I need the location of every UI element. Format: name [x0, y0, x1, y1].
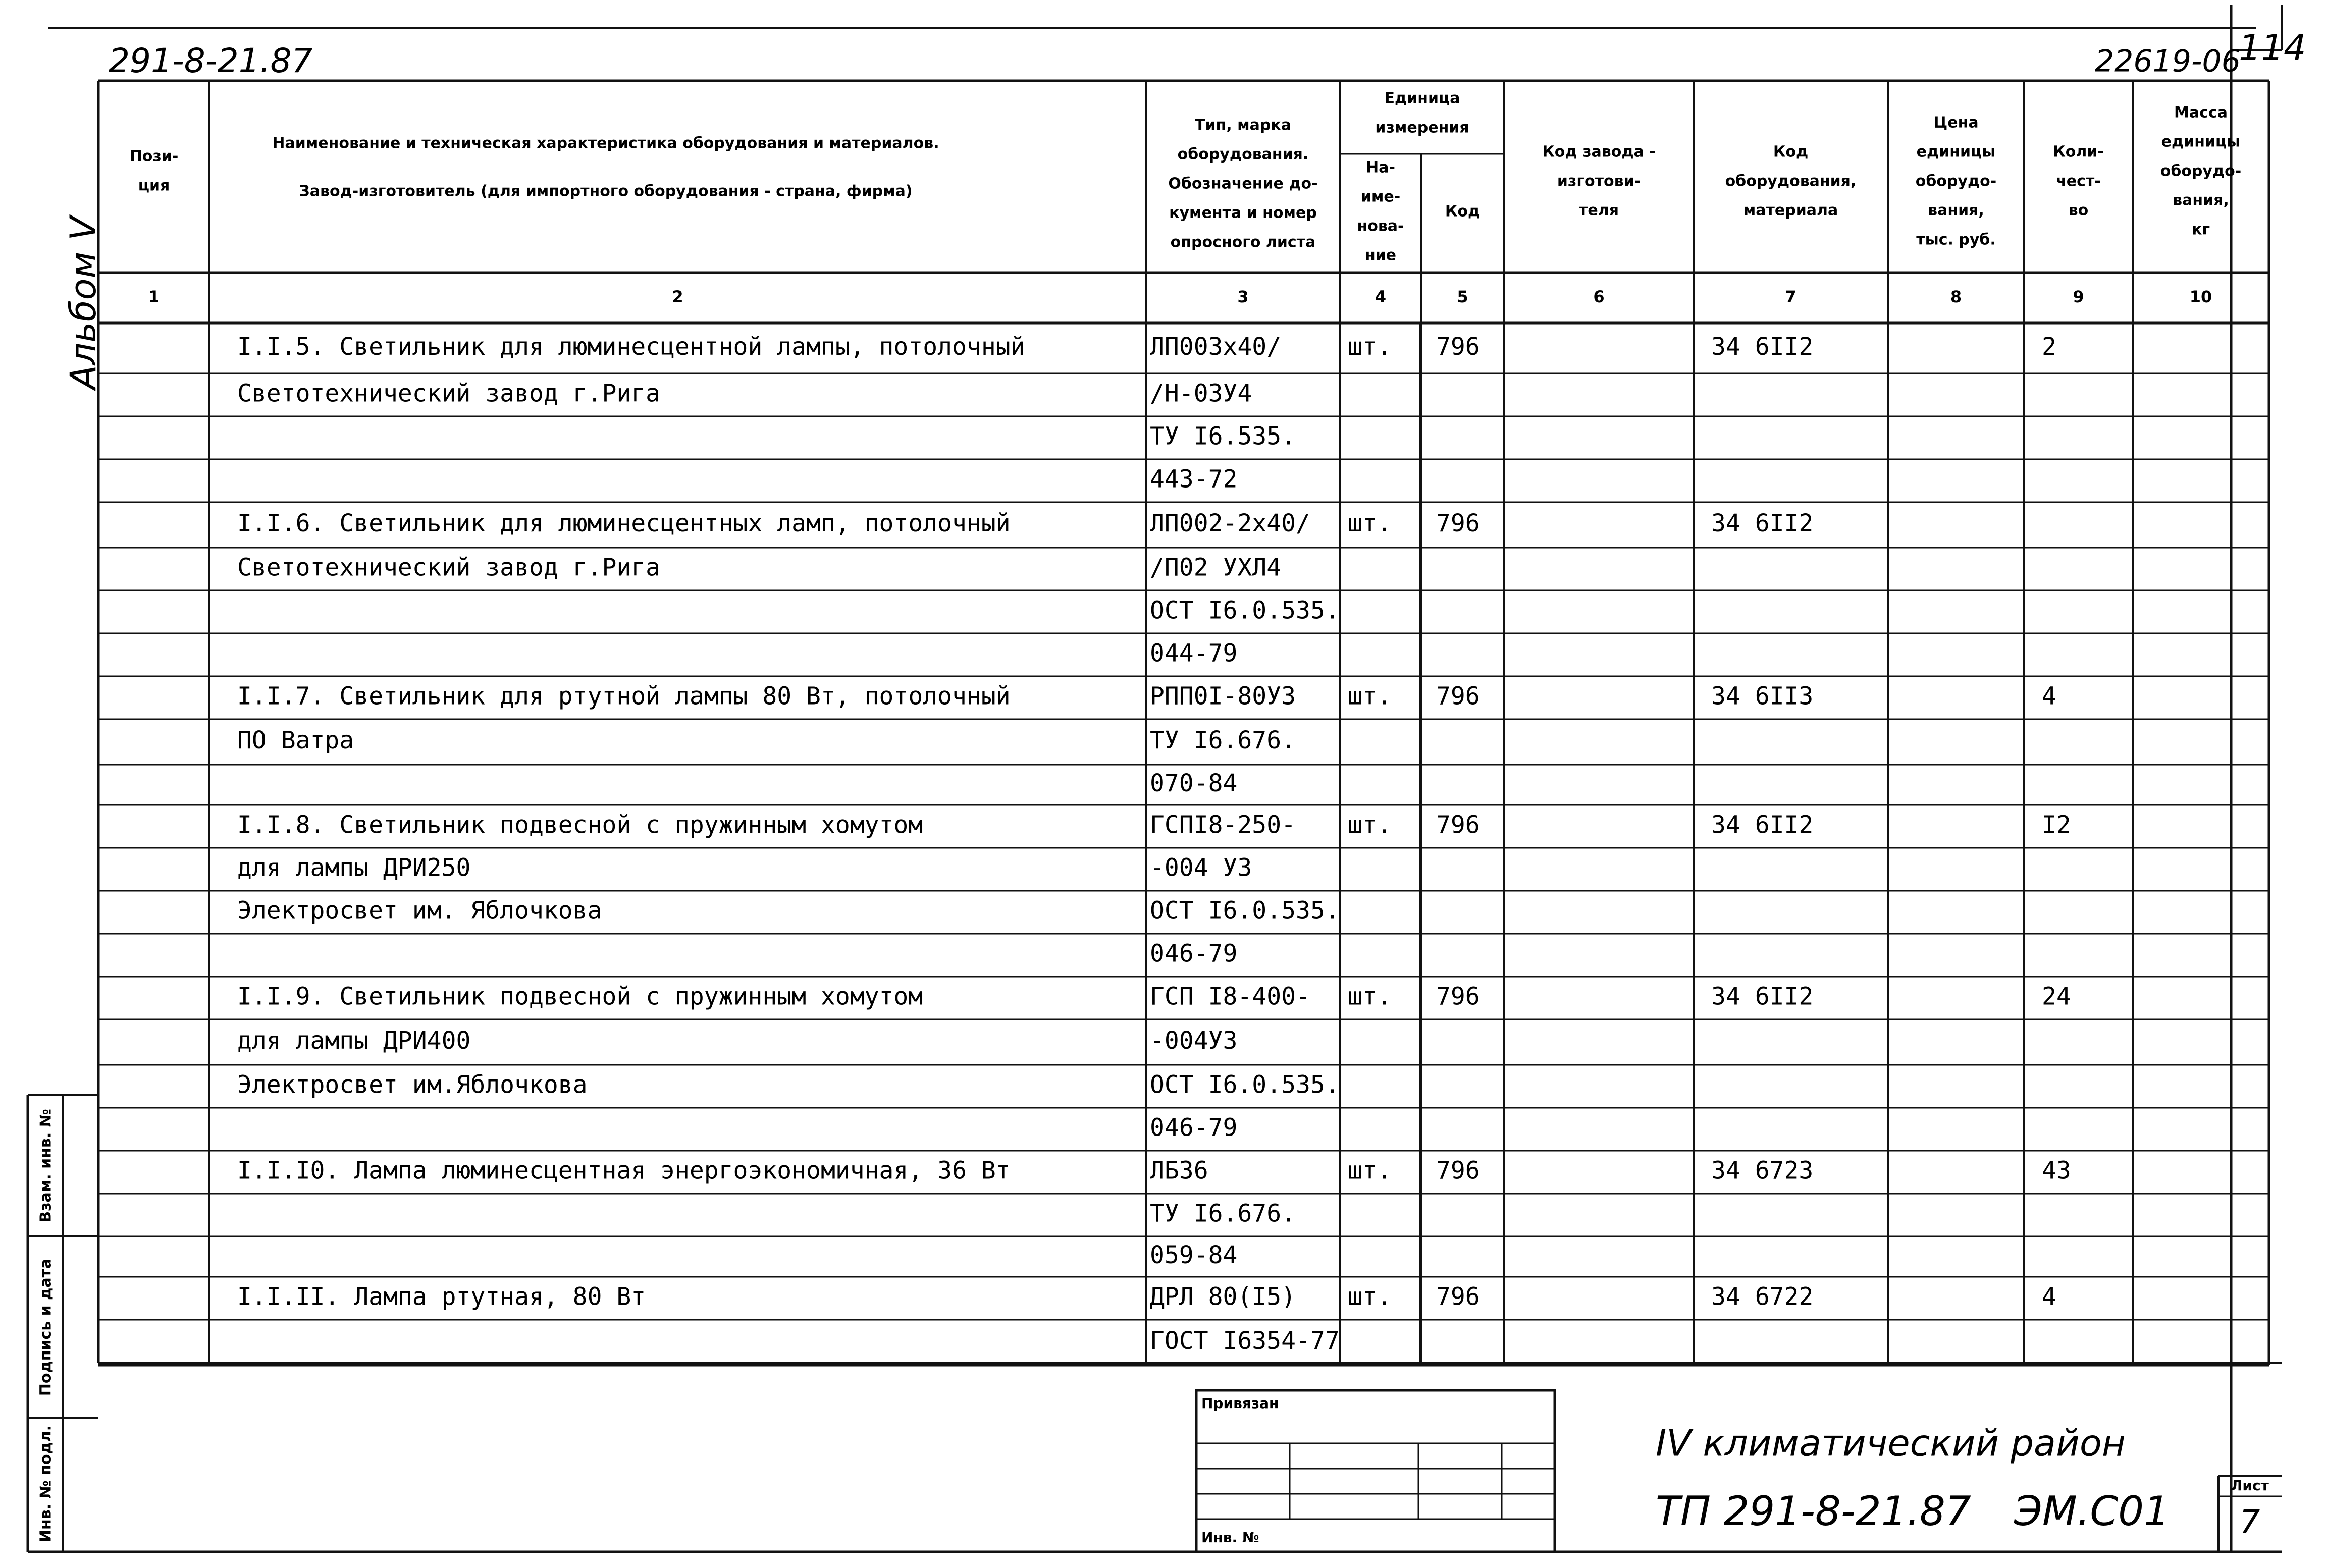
column-number: 8	[1950, 287, 1962, 306]
table-row	[1150, 639, 1237, 668]
cell-unit-code: 796	[1436, 810, 1480, 839]
cell-name: Электросвет им. Яблочкова	[237, 896, 602, 925]
cell-type: -004 У3	[1150, 853, 1252, 882]
cell-material-code: 34 6II2	[1711, 333, 1814, 361]
header-material-code: оборудования,	[1725, 172, 1857, 190]
column-number: 5	[1457, 287, 1468, 306]
side-stamp-podpis: Подпись и дата	[37, 1258, 55, 1396]
header-mass: вания,	[2173, 191, 2229, 209]
cell-quantity: 43	[2042, 1156, 2071, 1185]
cell-type: 046-79	[1150, 939, 1238, 968]
table-row	[1150, 940, 1237, 968]
header-quantity: во	[2068, 201, 2089, 220]
cell-name: I.I.7. Светильник для ртутной лампы 80 Вт, потолочный	[237, 682, 1011, 711]
cell-unit: шт.	[1348, 810, 1392, 839]
header-factory-code: изготови-	[1557, 172, 1641, 190]
column-number: 1	[148, 287, 160, 306]
cell-quantity: 4	[2042, 682, 2056, 711]
cell-unit-code: 796	[1436, 1156, 1480, 1185]
table-row	[1150, 597, 1340, 625]
sheet-code: ЭМ.С01	[2014, 1487, 2170, 1535]
cell-name: ПО Ватра	[237, 726, 354, 754]
cell-type: /Н-03У4	[1150, 379, 1252, 408]
column-number: 4	[1375, 287, 1387, 306]
cell-type: ЛП003х40/	[1150, 333, 1282, 361]
header-quantity: чест-	[2056, 172, 2101, 190]
cell-material-code: 34 6722	[1711, 1282, 1814, 1311]
cell-type: ГОСТ I6354-77	[1150, 1327, 1340, 1355]
cell-type: 046-79	[1150, 1113, 1238, 1142]
list-number: 7	[2239, 1503, 2260, 1541]
table-row	[237, 983, 2071, 1011]
cell-name: Светотехнический завод г.Рига	[237, 553, 661, 582]
list-label: Лист	[2231, 1477, 2269, 1494]
cell-type: ТУ I6.535.	[1150, 422, 1296, 451]
cell-unit-code: 796	[1436, 1282, 1480, 1311]
cell-material-code: 34 6II2	[1711, 509, 1814, 537]
table-row	[1150, 465, 1237, 494]
header-price: оборудо-	[1915, 172, 1997, 190]
archive-number-handwritten: 22619-06	[2095, 43, 2241, 79]
cell-type: ЛП002-2х40/	[1150, 509, 1310, 537]
cell-unit-code: 796	[1436, 982, 1480, 1011]
cell-unit: шт.	[1348, 509, 1392, 537]
cell-quantity: I2	[2042, 810, 2071, 839]
cell-type: ДРЛ 80(I5)	[1150, 1282, 1296, 1311]
column-number: 6	[1593, 287, 1605, 306]
column-number: 9	[2073, 287, 2084, 306]
table-row	[237, 1071, 1340, 1099]
column-number: 7	[1785, 287, 1796, 306]
table-row	[1150, 1114, 1237, 1142]
cell-quantity: 24	[2042, 982, 2071, 1011]
table-row	[1150, 769, 1237, 797]
table-row	[237, 811, 2071, 839]
header-mass: единицы	[2161, 133, 2241, 151]
cell-name: I.I.6. Светильник для люминесцентных ламп, потолочный	[237, 509, 1011, 537]
side-stamp-inv-podl: Инв. № подл.	[37, 1425, 55, 1543]
cell-unit: шт.	[1348, 333, 1392, 361]
header-quantity: Коли-	[2053, 143, 2104, 161]
cell-type: 443-72	[1150, 465, 1238, 494]
header-price: Цена	[1933, 114, 1979, 132]
header-unit-group: измерения	[1375, 119, 1469, 137]
cell-unit: шт.	[1348, 1282, 1392, 1311]
cell-unit-code: 796	[1436, 333, 1480, 361]
cell-material-code: 34 6II2	[1711, 982, 1814, 1011]
cell-type: ГСП I8-400-	[1150, 982, 1310, 1011]
header-unit-name: ние	[1364, 246, 1397, 264]
cell-type: РПП0I-80У3	[1150, 682, 1296, 711]
column-number: 2	[672, 287, 683, 306]
header-price: вания,	[1928, 201, 1984, 220]
climate-region: IV климатический район	[1656, 1422, 2126, 1465]
privyazan-label: Привязан	[1201, 1395, 1279, 1412]
cell-name: Электросвет им.Яблочкова	[237, 1070, 588, 1099]
table-row	[237, 380, 1252, 408]
cell-name: I.I.8. Светильник подвесной с пружинным хомутом	[237, 810, 923, 839]
cell-unit: шт.	[1348, 982, 1392, 1011]
cell-name: I.I.5. Светильник для люминесцентной лампы, потолочный	[237, 333, 1025, 361]
cell-name: для лампы ДРИ400	[237, 1026, 471, 1055]
header-factory-code: Код завода -	[1542, 143, 1656, 161]
cell-quantity: 4	[2042, 1282, 2056, 1311]
header-price: единицы	[1916, 143, 1996, 161]
header-price: тыс. руб.	[1916, 231, 1996, 249]
table-row	[1150, 422, 1296, 451]
header-unit-name: име-	[1360, 188, 1401, 206]
column-number: 10	[2189, 287, 2212, 306]
cell-type: ТУ I6.676.	[1150, 726, 1296, 754]
cell-type: ОСТ I6.0.535.	[1150, 896, 1340, 925]
cell-type: ОСТ I6.0.535.	[1150, 1070, 1340, 1099]
header-unit-group: Единица	[1384, 89, 1460, 107]
side-stamp-vzam: Взам. инв. №	[37, 1109, 55, 1223]
cell-type: /П02 УХЛ4	[1150, 553, 1282, 582]
header-unit-name: нова-	[1357, 217, 1404, 235]
table-row	[1150, 1241, 1237, 1269]
cell-type: 070-84	[1150, 769, 1238, 797]
cell-material-code: 34 6723	[1711, 1156, 1814, 1185]
cell-type: ЛБ36	[1150, 1156, 1208, 1185]
cell-type: 059-84	[1150, 1241, 1238, 1269]
cell-unit: шт.	[1348, 682, 1392, 711]
table-row	[237, 726, 1296, 754]
header-unit-code: Код	[1445, 202, 1481, 221]
cell-type: ГСПI8-250-	[1150, 810, 1296, 839]
drawing-code-handwritten: 291-8-21.87	[109, 41, 313, 81]
header-name-line2: Завод-изготовитель (для импортного оборудования - страна, фирма)	[299, 182, 913, 200]
table-header	[130, 90, 2242, 307]
cell-quantity: 2	[2042, 333, 2056, 361]
cell-type: ТУ I6.676.	[1150, 1199, 1296, 1228]
table-row	[1150, 1200, 1296, 1228]
header-name-line1: Наименование и техническая характеристика оборудования и материалов.	[272, 134, 939, 152]
cell-name: I.I.9. Светильник подвесной с пружинным хомутом	[237, 982, 923, 1011]
cell-unit-code: 796	[1436, 682, 1480, 711]
column-number: 3	[1237, 287, 1249, 306]
cell-unit-code: 796	[1436, 509, 1480, 537]
cell-type: ОСТ I6.0.535.	[1150, 596, 1340, 625]
cell-name: I.I.II. Лампа ртутная, 80 Вт	[237, 1282, 646, 1311]
header-type: оборудования.	[1177, 145, 1309, 164]
cell-material-code: 34 6II3	[1711, 682, 1814, 711]
header-material-code: материала	[1743, 201, 1838, 220]
header-type: кумента и номер	[1169, 204, 1317, 222]
header-type: Обозначение до-	[1168, 175, 1318, 193]
table-row	[1150, 1327, 1340, 1355]
table-row	[237, 854, 1252, 882]
table-row	[237, 1157, 2071, 1185]
header-type: опросного листа	[1170, 233, 1316, 251]
header-position: ция	[138, 177, 170, 195]
header-mass: оборудо-	[2160, 162, 2242, 180]
header-mass: кг	[2191, 221, 2210, 239]
header-material-code: Код	[1773, 143, 1809, 161]
cell-type: 044-79	[1150, 639, 1238, 668]
document-code: ТП 291-8-21.87	[1656, 1487, 1971, 1535]
table-row	[237, 1026, 1237, 1055]
cell-name: Светотехнический завод г.Рига	[237, 379, 661, 408]
cell-material-code: 34 6II2	[1711, 810, 1814, 839]
table-row	[237, 897, 1340, 925]
cell-name: I.I.I0. Лампа люминесцентная энергоэкономичная, 36 Вт	[237, 1156, 1011, 1185]
table-row	[237, 509, 1813, 537]
table-body	[237, 333, 2071, 1355]
cell-type: -004У3	[1150, 1026, 1238, 1055]
header-type: Тип, марка	[1195, 116, 1291, 134]
header-position: Пози-	[129, 147, 179, 166]
header-unit-name: На-	[1366, 158, 1395, 177]
header-mass: Масса	[2174, 103, 2228, 122]
album-label: Альбом V	[63, 216, 104, 390]
page-corner-number: 114	[2239, 27, 2306, 69]
inv-no-label: Инв. №	[1201, 1529, 1259, 1546]
cell-unit: шт.	[1348, 1156, 1392, 1185]
header-factory-code: теля	[1579, 201, 1619, 220]
cell-name: для лампы ДРИ250	[237, 853, 471, 882]
table-row	[237, 554, 1281, 582]
